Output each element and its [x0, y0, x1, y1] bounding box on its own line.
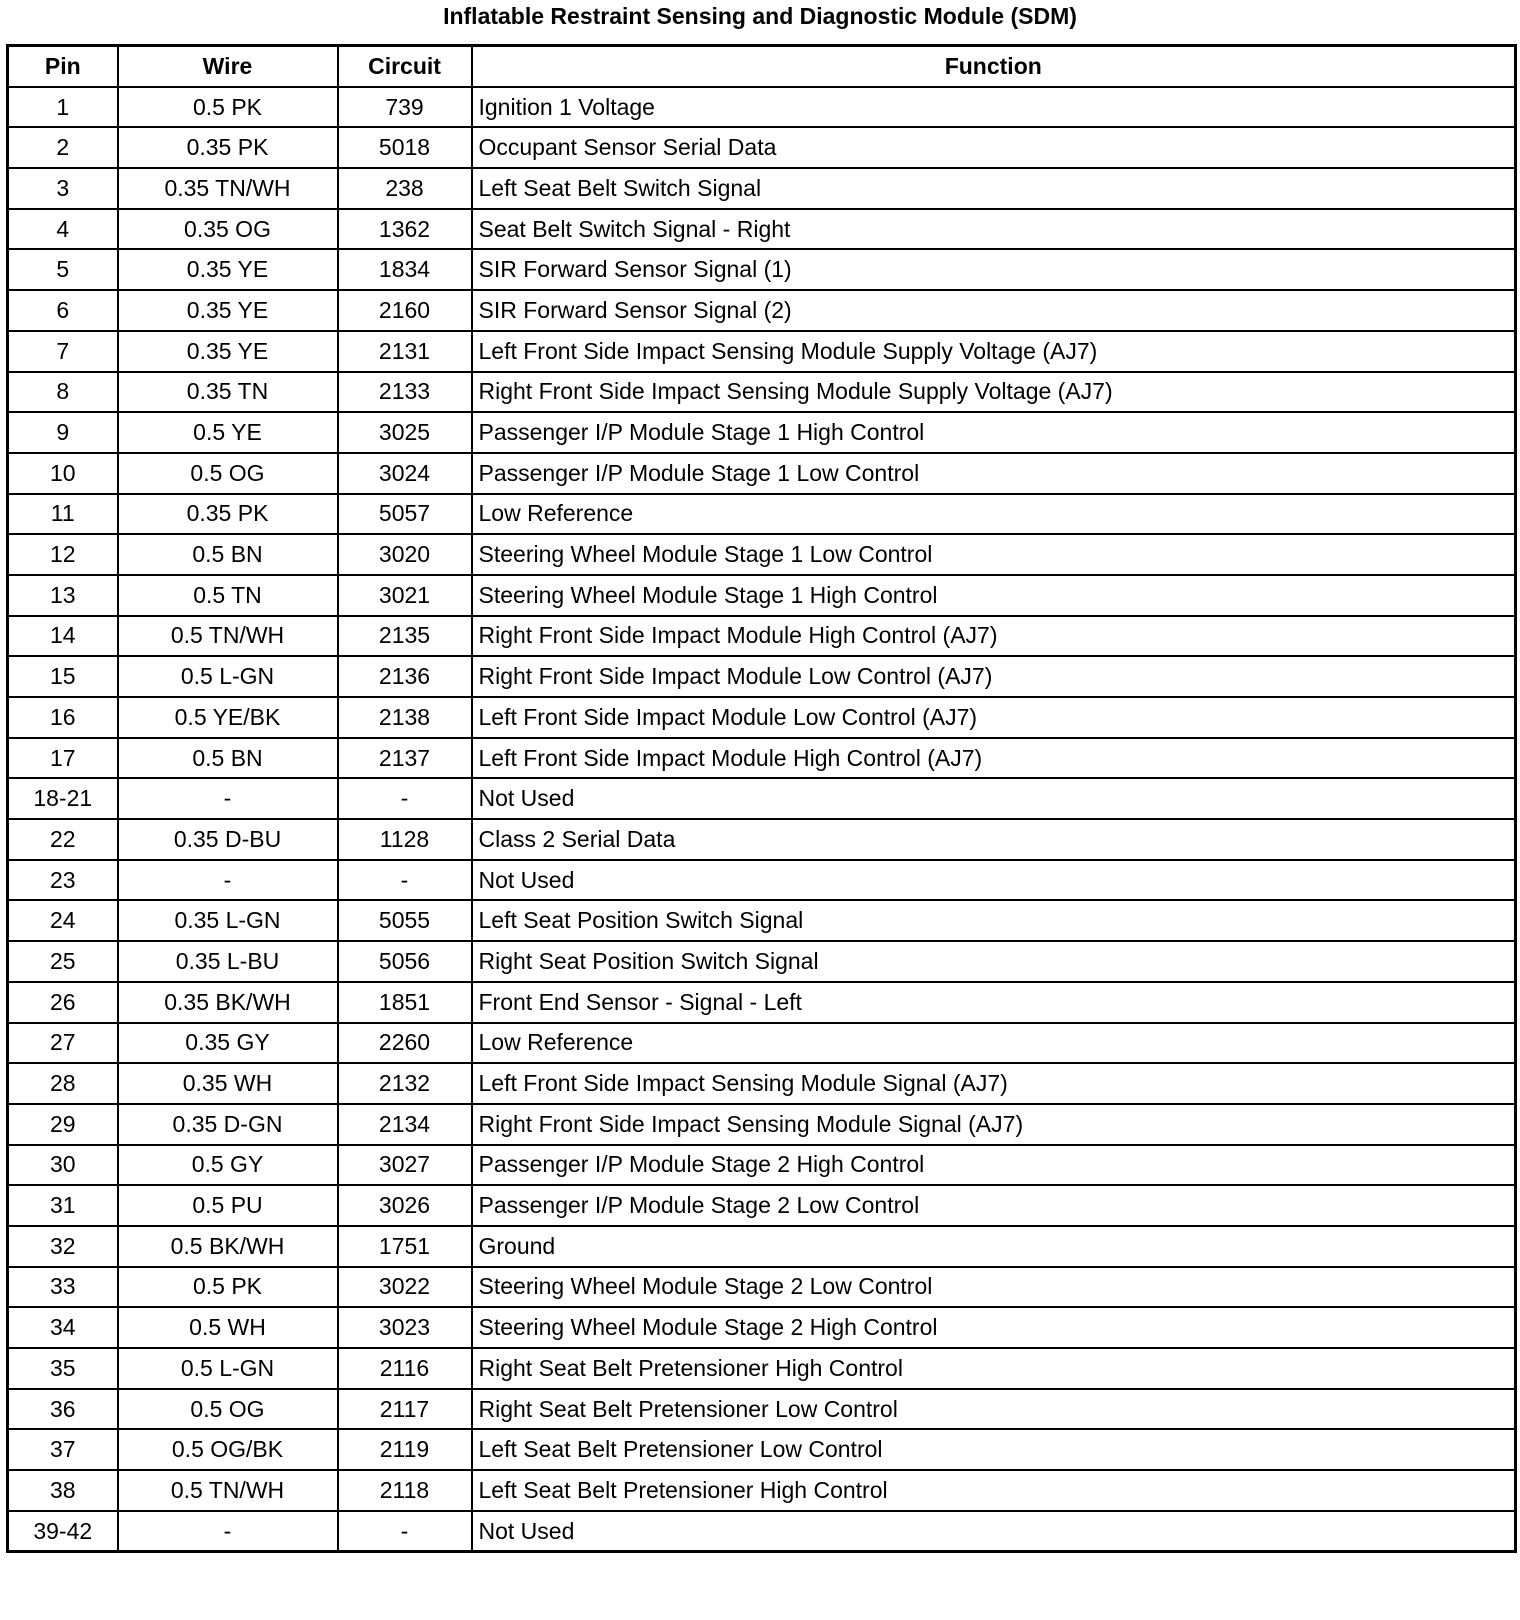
circuit-cell: 3023: [338, 1307, 472, 1348]
function-cell: SIR Forward Sensor Signal (2): [472, 290, 1516, 331]
pin-cell: 9: [8, 412, 118, 453]
wire-cell: 0.5 L-GN: [118, 656, 338, 697]
circuit-cell: 3022: [338, 1267, 472, 1308]
pin-cell: 34: [8, 1307, 118, 1348]
table-row: [8, 412, 1516, 453]
wire-cell: 0.5 GY: [118, 1145, 338, 1186]
table-header-row: [8, 46, 1516, 87]
function-cell: Ignition 1 Voltage: [472, 87, 1516, 128]
header-circuit: Circuit: [338, 46, 472, 87]
pin-cell: 14: [8, 616, 118, 657]
circuit-cell: 5057: [338, 494, 472, 535]
table-row: [8, 87, 1516, 128]
circuit-cell: 2135: [338, 616, 472, 657]
pin-cell: 23: [8, 860, 118, 901]
pin-cell: 36: [8, 1389, 118, 1430]
table-row: [8, 738, 1516, 779]
wire-cell: 0.5 BK/WH: [118, 1226, 338, 1267]
wire-cell: 0.35 PK: [118, 127, 338, 168]
wire-cell: 0.5 PK: [118, 1267, 338, 1308]
pin-cell: 12: [8, 534, 118, 575]
function-cell: Left Front Side Impact Module Low Control (AJ7): [472, 697, 1516, 738]
circuit-cell: 1851: [338, 982, 472, 1023]
pin-cell: 32: [8, 1226, 118, 1267]
wire-cell: 0.35 BK/WH: [118, 982, 338, 1023]
function-cell: Right Seat Belt Pretensioner Low Control: [472, 1389, 1516, 1430]
circuit-cell: 2132: [338, 1063, 472, 1104]
function-cell: Right Front Side Impact Module Low Control (AJ7): [472, 656, 1516, 697]
circuit-cell: 3026: [338, 1185, 472, 1226]
wire-cell: 0.5 YE/BK: [118, 697, 338, 738]
circuit-cell: 2119: [338, 1429, 472, 1470]
table-row: [8, 1348, 1516, 1389]
wire-cell: 0.35 GY: [118, 1023, 338, 1064]
function-cell: Passenger I/P Module Stage 1 Low Control: [472, 453, 1516, 494]
table-row: [8, 168, 1516, 209]
pin-cell: 16: [8, 697, 118, 738]
table-row: [8, 331, 1516, 372]
wire-cell: -: [118, 778, 338, 819]
circuit-cell: 5055: [338, 900, 472, 941]
header-pin: Pin: [8, 46, 118, 87]
table-row: [8, 697, 1516, 738]
pin-cell: 39-42: [8, 1511, 118, 1552]
table-body: [8, 87, 1516, 1552]
pin-cell: 17: [8, 738, 118, 779]
wire-cell: 0.5 PK: [118, 87, 338, 128]
circuit-cell: 1128: [338, 819, 472, 860]
function-cell: Steering Wheel Module Stage 1 Low Control: [472, 534, 1516, 575]
function-cell: Left Seat Belt Switch Signal: [472, 168, 1516, 209]
pin-cell: 1: [8, 87, 118, 128]
wire-cell: 0.5 OG: [118, 453, 338, 494]
circuit-cell: 1362: [338, 209, 472, 250]
pin-cell: 15: [8, 656, 118, 697]
header-wire: Wire: [118, 46, 338, 87]
circuit-cell: 5018: [338, 127, 472, 168]
circuit-cell: 2136: [338, 656, 472, 697]
function-cell: Low Reference: [472, 1023, 1516, 1064]
wire-cell: -: [118, 1511, 338, 1552]
pin-cell: 38: [8, 1470, 118, 1511]
pin-cell: 26: [8, 982, 118, 1023]
wire-cell: 0.5 OG/BK: [118, 1429, 338, 1470]
pin-cell: 11: [8, 494, 118, 535]
wire-cell: 0.35 D-BU: [118, 819, 338, 860]
table-row: [8, 290, 1516, 331]
pin-cell: 4: [8, 209, 118, 250]
function-cell: Right Front Side Impact Sensing Module Supply Voltage (AJ7): [472, 372, 1516, 413]
pin-cell: 8: [8, 372, 118, 413]
wire-cell: 0.35 WH: [118, 1063, 338, 1104]
table-row: [8, 1063, 1516, 1104]
circuit-cell: 2117: [338, 1389, 472, 1430]
table-row: [8, 1429, 1516, 1470]
circuit-cell: -: [338, 1511, 472, 1552]
table-row: [8, 1185, 1516, 1226]
circuit-cell: 3025: [338, 412, 472, 453]
function-cell: Front End Sensor - Signal - Left: [472, 982, 1516, 1023]
wire-cell: 0.35 L-GN: [118, 900, 338, 941]
circuit-cell: 3027: [338, 1145, 472, 1186]
wire-cell: 0.5 WH: [118, 1307, 338, 1348]
table-row: [8, 249, 1516, 290]
circuit-cell: -: [338, 778, 472, 819]
pin-cell: 35: [8, 1348, 118, 1389]
function-cell: Not Used: [472, 860, 1516, 901]
wire-cell: 0.35 PK: [118, 494, 338, 535]
function-cell: Right Front Side Impact Sensing Module Signal (AJ7): [472, 1104, 1516, 1145]
pin-cell: 28: [8, 1063, 118, 1104]
table-row: [8, 372, 1516, 413]
function-cell: Steering Wheel Module Stage 1 High Control: [472, 575, 1516, 616]
table-row: [8, 1511, 1516, 1552]
table-row: [8, 819, 1516, 860]
pin-cell: 29: [8, 1104, 118, 1145]
wire-cell: 0.5 L-GN: [118, 1348, 338, 1389]
wire-cell: 0.35 OG: [118, 209, 338, 250]
table-row: [8, 1470, 1516, 1511]
pin-cell: 33: [8, 1267, 118, 1308]
function-cell: Passenger I/P Module Stage 2 High Control: [472, 1145, 1516, 1186]
pin-cell: 10: [8, 453, 118, 494]
circuit-cell: 1834: [338, 249, 472, 290]
wire-cell: 0.5 BN: [118, 738, 338, 779]
wire-cell: 0.35 L-BU: [118, 941, 338, 982]
wire-cell: 0.5 TN/WH: [118, 616, 338, 657]
circuit-cell: -: [338, 860, 472, 901]
circuit-cell: 3024: [338, 453, 472, 494]
function-cell: Steering Wheel Module Stage 2 High Control: [472, 1307, 1516, 1348]
table-row: [8, 656, 1516, 697]
table-row: [8, 1226, 1516, 1267]
pin-cell: 22: [8, 819, 118, 860]
circuit-cell: 2134: [338, 1104, 472, 1145]
function-cell: Not Used: [472, 778, 1516, 819]
pinout-table: [6, 44, 1517, 1553]
wire-cell: 0.5 BN: [118, 534, 338, 575]
pin-cell: 24: [8, 900, 118, 941]
wire-cell: 0.5 OG: [118, 1389, 338, 1430]
pin-cell: 31: [8, 1185, 118, 1226]
table-row: [8, 534, 1516, 575]
function-cell: Low Reference: [472, 494, 1516, 535]
wire-cell: -: [118, 860, 338, 901]
function-cell: Right Seat Belt Pretensioner High Control: [472, 1348, 1516, 1389]
circuit-cell: 2137: [338, 738, 472, 779]
function-cell: Occupant Sensor Serial Data: [472, 127, 1516, 168]
wire-cell: 0.35 YE: [118, 290, 338, 331]
table-row: [8, 1307, 1516, 1348]
function-cell: Left Seat Belt Pretensioner Low Control: [472, 1429, 1516, 1470]
wire-cell: 0.35 TN: [118, 372, 338, 413]
wire-cell: 0.5 TN/WH: [118, 1470, 338, 1511]
header-function: Function: [472, 46, 1516, 87]
circuit-cell: 2133: [338, 372, 472, 413]
circuit-cell: 5056: [338, 941, 472, 982]
table-row: [8, 575, 1516, 616]
function-cell: Left Seat Position Switch Signal: [472, 900, 1516, 941]
pin-cell: 25: [8, 941, 118, 982]
function-cell: Ground: [472, 1226, 1516, 1267]
wire-cell: 0.35 TN/WH: [118, 168, 338, 209]
pin-cell: 30: [8, 1145, 118, 1186]
circuit-cell: 3021: [338, 575, 472, 616]
circuit-cell: 2138: [338, 697, 472, 738]
table-row: [8, 616, 1516, 657]
function-cell: Right Front Side Impact Module High Control (AJ7): [472, 616, 1516, 657]
pin-cell: 2: [8, 127, 118, 168]
table-row: [8, 1389, 1516, 1430]
circuit-cell: 3020: [338, 534, 472, 575]
table-row: [8, 453, 1516, 494]
circuit-cell: 2131: [338, 331, 472, 372]
wire-cell: 0.5 YE: [118, 412, 338, 453]
table-row: [8, 1145, 1516, 1186]
circuit-cell: 2118: [338, 1470, 472, 1511]
pin-cell: 7: [8, 331, 118, 372]
table-row: [8, 127, 1516, 168]
function-cell: Left Front Side Impact Module High Control (AJ7): [472, 738, 1516, 779]
wire-cell: 0.35 YE: [118, 331, 338, 372]
pin-cell: 6: [8, 290, 118, 331]
function-cell: Seat Belt Switch Signal - Right: [472, 209, 1516, 250]
table-row: [8, 494, 1516, 535]
pin-cell: 5: [8, 249, 118, 290]
table-row: [8, 860, 1516, 901]
table-row: [8, 209, 1516, 250]
pin-cell: 13: [8, 575, 118, 616]
pin-cell: 27: [8, 1023, 118, 1064]
function-cell: Class 2 Serial Data: [472, 819, 1516, 860]
function-cell: Right Seat Position Switch Signal: [472, 941, 1516, 982]
circuit-cell: 1751: [338, 1226, 472, 1267]
wire-cell: 0.35 YE: [118, 249, 338, 290]
pin-cell: 37: [8, 1429, 118, 1470]
function-cell: Passenger I/P Module Stage 2 Low Control: [472, 1185, 1516, 1226]
pin-cell: 18-21: [8, 778, 118, 819]
circuit-cell: 739: [338, 87, 472, 128]
table-row: [8, 1023, 1516, 1064]
table-row: [8, 778, 1516, 819]
table-row: [8, 982, 1516, 1023]
page-title: Inflatable Restraint Sensing and Diagnostic Module (SDM): [443, 3, 1077, 29]
table-row: [8, 900, 1516, 941]
wire-cell: 0.5 PU: [118, 1185, 338, 1226]
function-cell: SIR Forward Sensor Signal (1): [472, 249, 1516, 290]
function-cell: Not Used: [472, 1511, 1516, 1552]
circuit-cell: 2160: [338, 290, 472, 331]
table-row: [8, 941, 1516, 982]
circuit-cell: 2260: [338, 1023, 472, 1064]
function-cell: Left Seat Belt Pretensioner High Control: [472, 1470, 1516, 1511]
function-cell: Steering Wheel Module Stage 2 Low Control: [472, 1267, 1516, 1308]
pin-cell: 3: [8, 168, 118, 209]
function-cell: Left Front Side Impact Sensing Module Supply Voltage (AJ7): [472, 331, 1516, 372]
function-cell: Left Front Side Impact Sensing Module Signal (AJ7): [472, 1063, 1516, 1104]
table-row: [8, 1104, 1516, 1145]
circuit-cell: 2116: [338, 1348, 472, 1389]
circuit-cell: 238: [338, 168, 472, 209]
wire-cell: 0.5 TN: [118, 575, 338, 616]
table-row: [8, 1267, 1516, 1308]
wire-cell: 0.35 D-GN: [118, 1104, 338, 1145]
function-cell: Passenger I/P Module Stage 1 High Control: [472, 412, 1516, 453]
